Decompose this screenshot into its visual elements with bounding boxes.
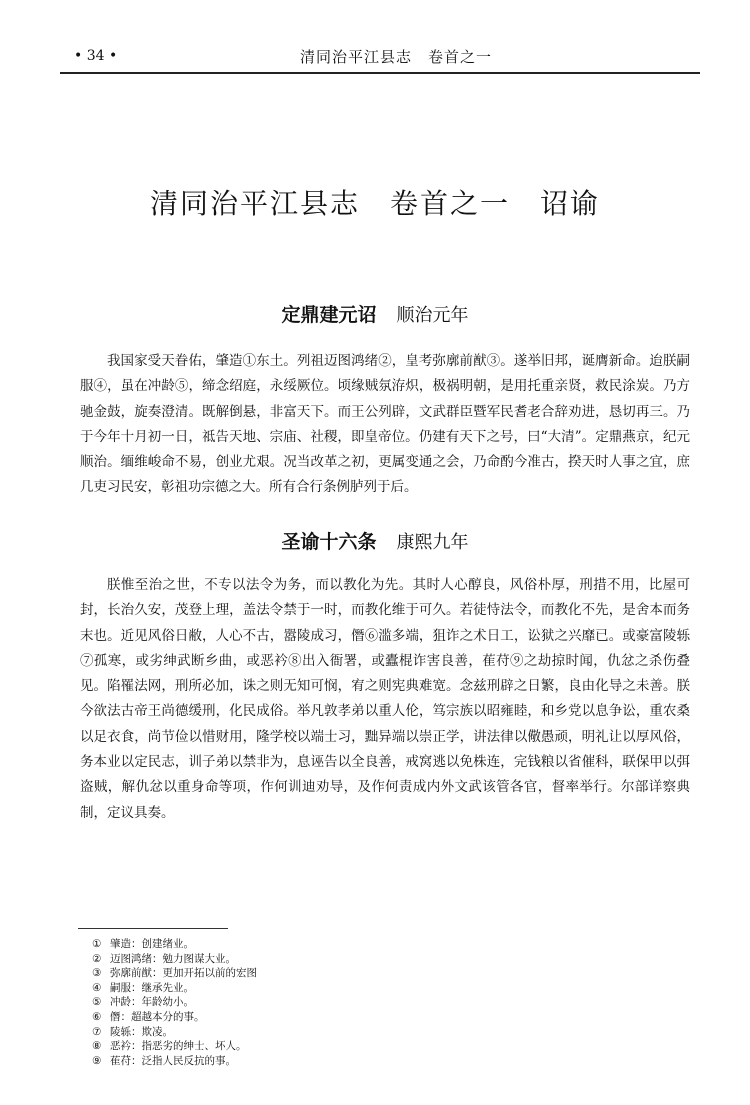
footnote-item xyxy=(92,1010,257,1025)
footnote-item xyxy=(92,1039,257,1054)
footnote-list xyxy=(92,937,257,1068)
footnote-marker: ⑧ xyxy=(92,1040,102,1053)
running-header-title: 清同治平江县志 卷首之一 xyxy=(300,48,493,66)
footnote-text: 冲龄：年龄幼小。 xyxy=(110,996,194,1009)
footnote-marker: ⑨ xyxy=(92,1054,102,1067)
footnote-text: 嗣服：继承先业。 xyxy=(110,981,194,994)
running-header xyxy=(60,38,700,74)
footnote-text: 弥廓前猷：更加开拓以前的宏图 xyxy=(110,967,257,980)
edict-paragraph-1: 我国家受天眷佑，肇造①东土。列祖迈图鸿绪②，皇考弥廓前猷③。遂举旧邦，诞膺新命。迨朕嗣服④，虽在冲龄⑤，缔念绍庭，永绥厥位。顷缘贼氛洊炽，极祸明朝，是用托重亲贤，救民涂炭。乃方驰金鼓，旋奏澄清。既解倒悬，非富天下。而王公列辟，文武群臣暨军民耆老合辞劝进，恳切再三。乃于今年十月初一日，祗告天地、宗庙、社稷，即皇帝位。仍建有天下之号，曰“大清”。定鼎燕京，纪元顺治。缅维峻命不易，创业尤艰。况当改革之初，更属变通之会，乃命酌今准古，揆天时人事之宜，庶几吏习民安，彰祖功宗德之大。所有合行条例胪列于后。 xyxy=(80,353,690,496)
footnote-text: 肇造：创建绪业。 xyxy=(110,938,194,950)
footnote-item xyxy=(92,981,257,996)
footnote-text: 僭：超越本分的事。 xyxy=(110,1010,205,1023)
footnote-text: 恶衿：指恶劣的绅士、坏人。 xyxy=(110,1040,247,1053)
footnote-marker: ④ xyxy=(92,981,102,994)
footnote-divider xyxy=(78,928,228,929)
section-heading-2 xyxy=(0,527,750,554)
footnote-item xyxy=(92,937,257,952)
footnote-marker: ⑦ xyxy=(92,1025,102,1038)
footnote-text: 萑苻：泛指人民反抗的事。 xyxy=(110,1054,236,1067)
section-reign-date: 顺治元年 xyxy=(396,305,469,326)
section-title: 圣谕十六条 xyxy=(281,531,377,553)
footnote-item xyxy=(92,1025,257,1040)
page-number: • 34 • xyxy=(74,48,118,64)
footnote-marker: ⑥ xyxy=(92,1010,102,1023)
footnote-item xyxy=(92,995,257,1010)
section-reign-date: 康熙九年 xyxy=(396,532,469,553)
page-title: 清同治平江县志 卷首之一 诏谕 xyxy=(149,187,600,220)
edict-paragraph-2: 朕惟至治之世，不专以法令为务，而以教化为先。其时人心醇良，风俗朴厚，刑措不用，比屋可封，长治久安，茂登上理，盖法令禁于一时，而教化维于可久。若徒恃法令，而教化不先，是舍本而务末也。近见风俗日敝，人心不古，嚣陵成习，僭⑥滥多端，狙诈之术日工，讼狱之兴靡已。或豪富陵轹⑦孤寒，或劣绅武断乡曲，或恶衿⑧出入衙署，或蠹棍诈害良善，萑苻⑨之劫掠时闻，仇忿之杀伤叠见。陷罹法网，刑所必加，诛之则无知可悯，宥之则宪典难宽。念兹刑辟之日繁，良由化导之未善。朕今欲法古帝王尚德缓刑，化民成俗。举凡敦孝弟以重人伦，笃宗族以昭雍睦，和乡党以息争讼，重农桑以足衣食，尚节俭以惜财用，隆学校以端士习，黜异端以崇正学，讲法律以儆愚顽，明礼让以厚风俗，务本业以定民志，训子弟以禁非为，息诬告以全良善，戒窝逃以免株连，完钱粮以省催科，联保甲以弭盗贼，解仇忿以重身命等项，作何训迪劝导，及作何责成内外文武该管各官，督率举行。尔部详察典制，定议具奏。 xyxy=(80,577,690,821)
footnote-text: 陵轹：欺凌。 xyxy=(110,1025,173,1038)
footnote-marker: ③ xyxy=(92,967,102,980)
footnote-item xyxy=(92,1054,257,1069)
footnote-marker: ② xyxy=(92,952,102,965)
footnote-text: 迈图鸿绪：勉力图谋大业。 xyxy=(110,952,236,965)
section-heading-1 xyxy=(0,300,750,327)
footnote-marker: ⑤ xyxy=(92,996,102,1009)
footnote-item xyxy=(92,966,257,981)
footnote-item xyxy=(92,952,257,967)
footnote-marker: ① xyxy=(92,938,102,950)
section-title: 定鼎建元诏 xyxy=(281,304,377,326)
